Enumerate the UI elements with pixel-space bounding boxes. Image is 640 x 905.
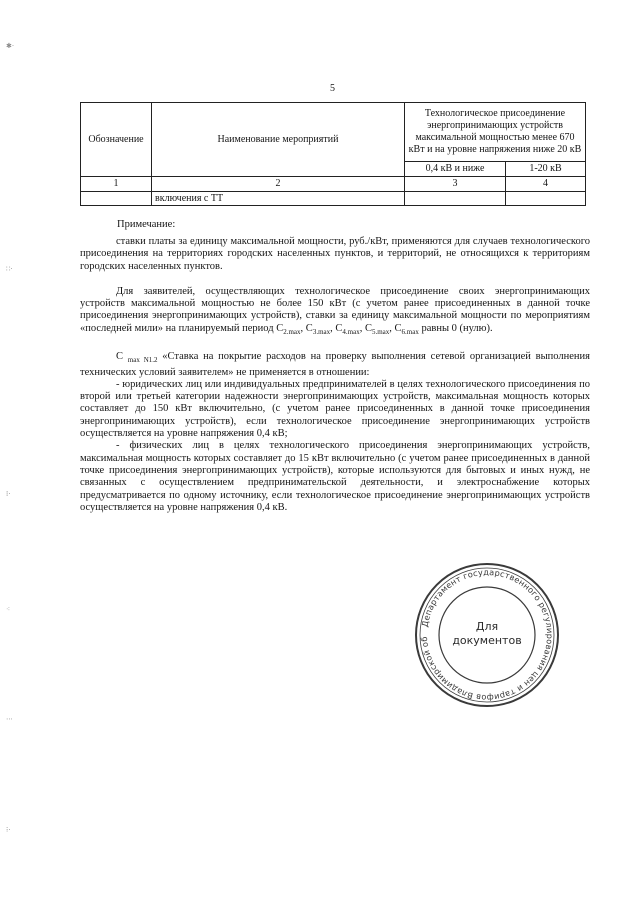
- table-row: [81, 191, 586, 206]
- last-mile-suffix: равны 0 (нулю).: [421, 322, 493, 334]
- row-value-1: [405, 191, 506, 206]
- num-cell-1: 1: [81, 176, 152, 191]
- header-name: Наименование мероприятий: [152, 103, 405, 177]
- row-value-2: [506, 191, 586, 206]
- rate-c3: $C_{3.max}$: [305, 322, 331, 336]
- last-mile-text: Для заявителей, осуществляющих технологическое присоединение своих энергопринимающих устройств максимальной мощностью не более 150 кВт (с учетом ранее присоединенных в данной точке присоединения энергопринимающих устройств), ставки за единицу максимальной мощности по мероприятиям «последней мили» на планируемый период: [80, 285, 590, 334]
- table-header-row: [81, 103, 586, 162]
- inspection-rate-text: «Ставка на покрытие расходов на проверку выполнения сетевой организацией выполнения технических условий заявителем» не применяется в отношении:: [80, 351, 590, 378]
- rate-c4: $C_{4.max}$: [335, 322, 360, 336]
- paragraph-individuals: - физических лиц в целях технологического присоединения энергопринимающих устройств, максимальная мощность которых составляет до 15 кВт включительно (с учетом ранее присоединенных в данной точке присоединения энергопринимающих устройств), которые используются для бытовых и иных нужд, не связанных с осуществлением предпринимательской деятельности, и электроснабжение которых предусматривается по одному источнику, если технологическое присоединение энергопринимающих устройств осуществляется на уровне напряжения 0,4 кВ.: [80, 440, 590, 513]
- header-sub-1: 0,4 кВ и ниже: [405, 162, 506, 177]
- scan-margin-mark: ⁖: [6, 605, 11, 613]
- table-numbering-row: [81, 176, 586, 191]
- note-title: Примечание:: [117, 219, 176, 230]
- body-text: [80, 236, 590, 514]
- header-designation: Обозначение: [81, 103, 152, 177]
- rate-c2: $C_{2.max}$: [276, 322, 301, 336]
- num-cell-3: 3: [405, 176, 506, 191]
- paragraph-legal-entities: - юридических лиц или индивидуальных предпринимателей в целях технологического присоединения по второй или третьей категории надежности энергопринимающих устройств, максимальная мощность которых составляет до 150 кВт включительно, (с учетом ранее присоединенных в данной точке присоединения энергопринимающих устройств), если технологическое присоединение энергопринимающих устройств осуществляется на уровне напряжения 0,4 кВ;: [80, 378, 590, 440]
- paragraph-inspection-rate: [80, 351, 590, 379]
- rate-c-max: C: [116, 351, 124, 363]
- stamp-center-line-1: Для: [475, 620, 499, 633]
- scan-margin-mark: ⁝·: [6, 826, 11, 834]
- scan-margin-mark: ✱·: [6, 42, 15, 50]
- row-designation: [81, 191, 152, 206]
- header-group: Технологическое присоединение энергопринимающих устройств максимальной мощностью менее 670 кВт и на уровне напряжения ниже 20 кВ: [405, 103, 586, 162]
- rate-c5: $C_{5.max}$: [364, 322, 390, 336]
- header-sub-2: 1-20 кВ: [506, 162, 586, 177]
- measures-table: [80, 102, 586, 206]
- num-cell-2: 2: [152, 176, 405, 191]
- stamp-seal-graphic: [412, 560, 562, 710]
- paragraph-last-mile: Для заявителей, осуществляющих технологическое присоединение своих энергопринимающих устройств максимальной мощностью не более 150 кВт (с учетом ранее присоединенных в данной точке присоединения энергопринимающих устройств), ставки за единицу максимальной мощности по мероприятиям «последней мили» на планируемый период $C_{2.max}$, $C_{3.max}$, $C_{4.max}$, $C_{5.max}$, $C_{6.max}$ равны 0 (нулю).: [80, 285, 590, 336]
- official-stamp: [412, 560, 562, 715]
- row-name: включения с ТТ: [152, 191, 405, 206]
- rate-c-max-sub: max N1.2: [127, 356, 158, 365]
- scan-margin-mark: ⋯: [6, 715, 13, 723]
- paragraph-rates: ставки платы за единицу максимальной мощности, руб./кВт, применяются для случаев технологического присоединения на территориях городских населенных пунктов, и территорий, не относящихся к территориям городских населенных пунктов.: [80, 236, 590, 272]
- scan-margin-mark: ⁞·: [6, 490, 11, 498]
- svg-text:Департамент государственного р: Департамент государственного регулирования цен и тарифов Владимирской об: [418, 566, 556, 704]
- scan-margin-mark: ∷·: [6, 265, 13, 273]
- stamp-center-line-2: документов: [452, 634, 522, 647]
- page-number: 5: [330, 83, 335, 94]
- rate-c6: $C_{6.max}$: [394, 322, 419, 336]
- num-cell-4: 4: [506, 176, 586, 191]
